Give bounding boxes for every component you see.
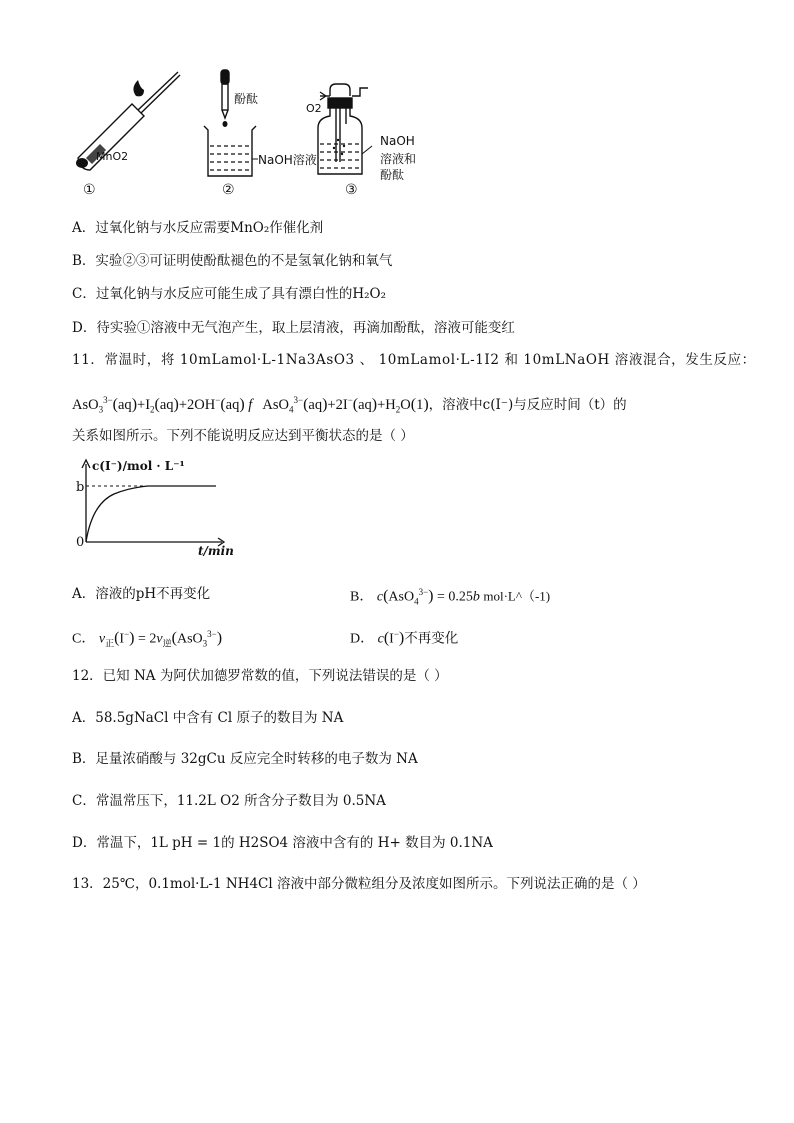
q10-option-a: A．过氧化钠与水反应需要MnO₂作催化剂 xyxy=(72,220,324,236)
fig3-reagent-line3: 酚酞 xyxy=(380,168,405,182)
q11-graph-ylabel: c(I⁻)/mol · L⁻¹ xyxy=(92,459,185,473)
q13-stem: 13．25℃，0.1mol·L-1 NH4Cl 溶液中部分微粒组分及浓度如图所示。下列说法正确的是（ ） xyxy=(72,876,646,892)
q11-stem-line2-tail: ，溶液中c(I⁻)与反应时间（t）的 xyxy=(428,396,627,413)
q11-graph-origin: 0 xyxy=(76,535,85,550)
q12-stem: 12．已知 NA 为阿伏加德罗常数的值，下列说法错误的是（ ） xyxy=(72,668,448,684)
q11-option-b-suffix: mol·L^（-1) xyxy=(483,588,551,604)
figure-1-test-tube xyxy=(70,66,190,176)
q12-option-b: B．足量浓硝酸与 32gCu 反应完全时转移的电子数为 NA xyxy=(72,751,418,767)
q11-option-c-prefix: C． xyxy=(72,631,96,647)
q10-option-b: B．实验②③可证明使酚酞褪色的不是氢氧化钠和氧气 xyxy=(72,253,393,269)
q11-option-a: A．溶液的pH不再变化 xyxy=(72,586,211,602)
q11-stem-line1: 11．常温时，将 10mLamol·L-1Na3AsO3 、 10mLamol·L-1I2 和 10mLNaOH 溶液混合，发生反应： xyxy=(72,352,756,368)
fig2-top-label: 酚酞 xyxy=(234,92,259,106)
q11-option-b: B． c(AsO$_4^{3-}$) = 0.25b mol·L^（-1) xyxy=(350,587,551,607)
fig3-reagent-line1: NaOH xyxy=(380,134,415,148)
q11-stem-line3: 关系如图所示。下列不能说明反应达到平衡状态的是（ ） xyxy=(72,428,414,444)
q10-option-d: D．待实验①溶液中无气泡产生，取上层清液，再滴加酚酞，溶液可能变红 xyxy=(72,320,515,336)
q12-option-a: A．58.5gNaCl 中含有 Cl 原子的数目为 NA xyxy=(72,710,344,726)
fig3-reagent-line2: 溶液和 xyxy=(380,152,417,166)
q11-equation: $AsO_3^{3-}(aq)+I_2(aq)+2OH^-(aq)$ f $AsO_4^{3-}(aq)+2I^-(aq)+H_2O(1)$，溶液中c(I⁻)与反应时间（t）的 xyxy=(72,395,627,415)
q12-option-c: C．常温常压下，11.2L O2 所含分子数目为 0.5NA xyxy=(72,793,386,809)
q11-option-c: C． $v_正(I^-) = 2v_逆(AsO_3^{3-})$ xyxy=(72,629,223,649)
q11-option-d-suffix: 不再变化 xyxy=(404,630,459,646)
fig1-number: ① xyxy=(83,182,96,198)
q12-option-d: D．常温下，1L pH = 1的 H2SO4 溶液中含有的 H+ 数目为 0.1NA xyxy=(72,835,493,851)
fig2-side-label: NaOH溶液 xyxy=(258,153,317,167)
q11-graph-b-label: b xyxy=(76,480,85,495)
fig3-gas-label: O2 xyxy=(306,102,322,115)
q11-option-d: D． c(I−)不再变化 xyxy=(350,629,459,647)
fig1-reagent-label: MnO2 xyxy=(96,150,129,163)
q11-graph-xlabel: t/min xyxy=(198,544,234,558)
figure-3-gas-bottle xyxy=(300,74,380,182)
fig3-number: ③ xyxy=(345,182,358,198)
figure-2-beaker xyxy=(200,66,260,182)
q10-option-c: C．过氧化钠与水反应可能生成了具有漂白性的H₂O₂ xyxy=(72,286,386,302)
fig2-number: ② xyxy=(222,182,235,198)
